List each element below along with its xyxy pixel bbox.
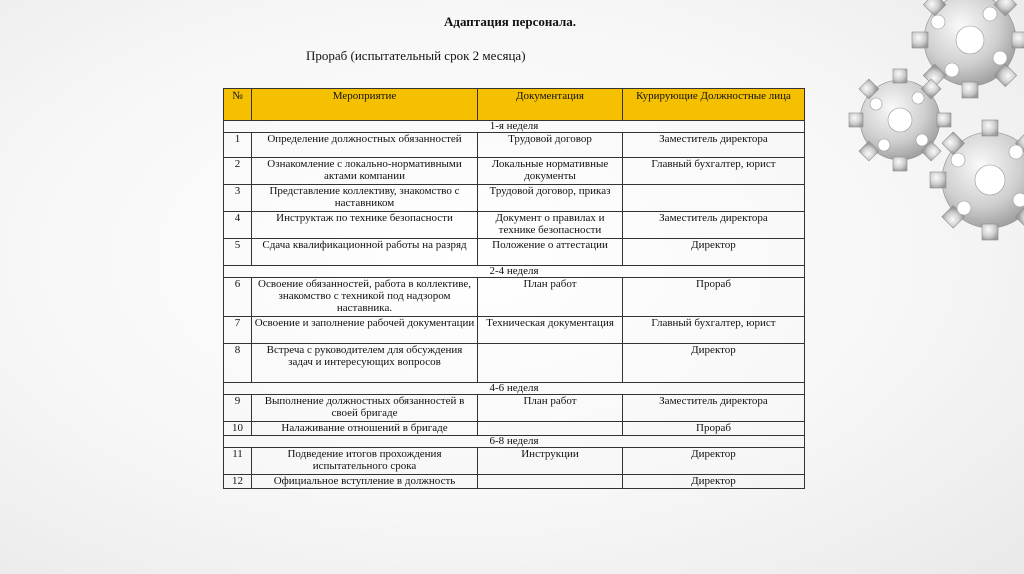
row-num: 8: [224, 344, 252, 383]
header-docs: Документация: [478, 89, 623, 121]
table-row: [224, 448, 805, 475]
row-responsible: Директор: [623, 475, 805, 489]
row-num: 11: [224, 448, 252, 475]
header-num: №: [224, 89, 252, 121]
row-activity: Официальное вступление в должность: [252, 475, 478, 489]
page-subtitle: Прораб (испытательный срок 2 месяца): [306, 48, 526, 63]
row-num: 1: [224, 133, 252, 158]
row-num: 5: [224, 239, 252, 266]
row-activity: Инструктаж по технике безопасности: [252, 212, 478, 239]
row-responsible: [623, 185, 805, 212]
row-responsible: Главный бухгалтер, юрист: [623, 158, 805, 185]
row-docs: Документ о правилах и технике безопасности: [478, 212, 623, 239]
week-row: [224, 266, 805, 278]
row-activity: Выполнение должностных обязанностей в своей бригаде: [252, 395, 478, 422]
row-num: 2: [224, 158, 252, 185]
row-docs: План работ: [478, 395, 623, 422]
table-row: [224, 395, 805, 422]
week-label: 2-4 неделя: [224, 266, 805, 278]
week-row: [224, 121, 805, 133]
table-row: [224, 212, 805, 239]
row-responsible: Директор: [623, 448, 805, 475]
row-responsible: Прораб: [623, 278, 805, 317]
table-row: [224, 422, 805, 436]
row-num: 3: [224, 185, 252, 212]
row-activity: Представление коллективу, знакомство с наставником: [252, 185, 478, 212]
row-docs: [478, 475, 623, 489]
row-docs: Локальные нормативные документы: [478, 158, 623, 185]
row-activity: Освоение обязанностей, работа в коллективе, знакомство с техникой под надзором наставника.: [252, 278, 478, 317]
row-docs: Техническая документация: [478, 317, 623, 344]
table-row: [224, 475, 805, 489]
table-row: [224, 278, 805, 317]
page-title: Адаптация персонала.: [444, 14, 576, 29]
table-row: [224, 239, 805, 266]
table-row: [224, 185, 805, 212]
header-responsible: Курирующие Должностные лица: [623, 89, 805, 121]
row-docs: Инструкции: [478, 448, 623, 475]
row-num: 12: [224, 475, 252, 489]
table-row: [224, 133, 805, 158]
row-docs: План работ: [478, 278, 623, 317]
row-activity: Подведение итогов прохождения испытательного срока: [252, 448, 478, 475]
row-responsible: Заместитель директора: [623, 395, 805, 422]
table-row: [224, 317, 805, 344]
row-docs: Трудовой договор, приказ: [478, 185, 623, 212]
row-responsible: Заместитель директора: [623, 212, 805, 239]
header-activity: Мероприятие: [252, 89, 478, 121]
week-row: [224, 436, 805, 448]
table-row: [224, 158, 805, 185]
table-row: [224, 344, 805, 383]
row-responsible: Главный бухгалтер, юрист: [623, 317, 805, 344]
week-label: 4-6 неделя: [224, 383, 805, 395]
row-num: 4: [224, 212, 252, 239]
week-label: 1-я неделя: [224, 121, 805, 133]
row-responsible: Прораб: [623, 422, 805, 436]
row-responsible: Директор: [623, 239, 805, 266]
row-activity: Налаживание отношений в бригаде: [252, 422, 478, 436]
row-num: 10: [224, 422, 252, 436]
week-label: 6-8 неделя: [224, 436, 805, 448]
row-responsible: Заместитель директора: [623, 133, 805, 158]
row-responsible: Директор: [623, 344, 805, 383]
gears-decoration-icon: [830, 0, 1024, 300]
row-activity: Сдача квалификационной работы на разряд: [252, 239, 478, 266]
row-docs: [478, 422, 623, 436]
row-activity: Освоение и заполнение рабочей документации: [252, 317, 478, 344]
row-docs: [478, 344, 623, 383]
week-row: [224, 383, 805, 395]
row-num: 7: [224, 317, 252, 344]
row-docs: Положение о аттестации: [478, 239, 623, 266]
row-num: 6: [224, 278, 252, 317]
table-header: [224, 89, 805, 121]
row-num: 9: [224, 395, 252, 422]
row-activity: Встреча с руководителем для обсуждения задач и интересующих вопросов: [252, 344, 478, 383]
row-activity: Ознакомление с локально-нормативными актами компании: [252, 158, 478, 185]
row-docs: Трудовой договор: [478, 133, 623, 158]
adaptation-table: [223, 88, 805, 489]
row-activity: Определение должностных обязанностей: [252, 133, 478, 158]
